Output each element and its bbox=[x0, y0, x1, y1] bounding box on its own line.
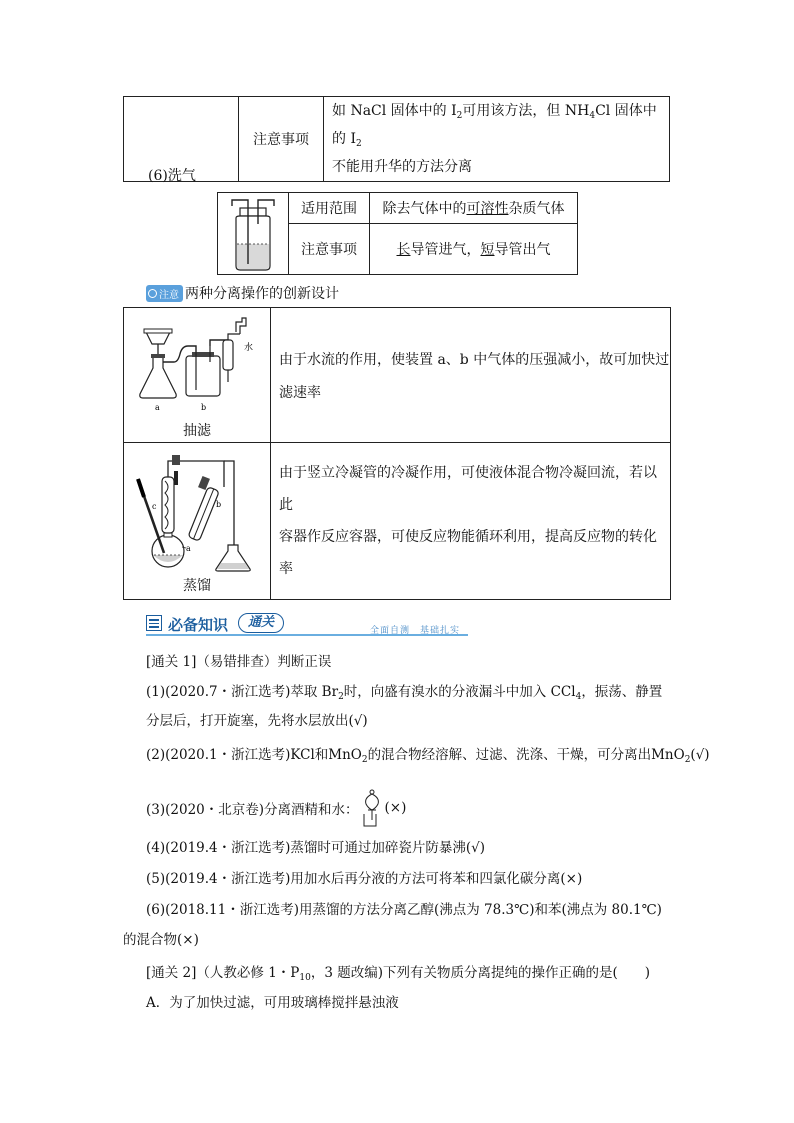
banner-badge: 通关 bbox=[238, 613, 284, 633]
gas-wash-bottle-cell bbox=[218, 193, 289, 275]
note-badge: 注意 bbox=[146, 285, 183, 302]
top-table-note-line2: 不能用升华的方法分离 bbox=[332, 159, 472, 175]
suction-filter-caption: 抽滤 bbox=[183, 423, 211, 439]
label-flask-a: a bbox=[186, 544, 191, 553]
suction-filter-apparatus-icon bbox=[124, 310, 270, 420]
pass1-item-3: (3)(2020・北京卷)分离酒精和水： (×) bbox=[146, 788, 406, 828]
pass2-option-a: A．为了加快过滤，可用玻璃棒搅拌悬浊液 bbox=[146, 995, 399, 1011]
pass1-item-6-line1: (6)(2018.11・浙江选考)用蒸馏的方法分离乙醇(沸点为 78.3℃)和苯(沸点为 80.1℃) bbox=[146, 902, 662, 918]
pass2-heading: [通关 2]（人教必修 1・$P_{10}$，3 题改编)下列有关物质分离提纯的操作正确的是( ) bbox=[146, 965, 651, 983]
clock-icon bbox=[148, 289, 157, 298]
gas-wash-table bbox=[217, 192, 578, 275]
pass1-item-4: (4)(2019.4・浙江选考)蒸馏时可通过加碎瓷片防暴沸(√) bbox=[146, 840, 486, 856]
banner-subtitle: 全面自测 基础扎实 bbox=[370, 626, 461, 636]
gas-wash-row1-value: 除去气体中的可溶性杂质气体 bbox=[370, 193, 578, 224]
label-b: b bbox=[201, 403, 207, 412]
suction-filter-desc-line2: 滤速率 bbox=[279, 385, 321, 401]
note-heading bbox=[146, 283, 339, 303]
pass1-item-1-line1: (1)(2020.7・浙江选考)萃取 $Br_2$时，向盛有溴水的分液漏斗中加入 CCl$_4$，振荡、静置 bbox=[146, 684, 663, 702]
innovation-table bbox=[123, 307, 671, 600]
top-table-label bbox=[239, 97, 324, 182]
gas-wash-bottle-icon bbox=[218, 194, 288, 274]
gas-wash-row2-value: 长导管进气，短导管出气 bbox=[370, 224, 578, 275]
checklist-icon bbox=[146, 615, 162, 631]
suction-filter-cell bbox=[124, 308, 271, 443]
reflux-distill-desc-line1: 由于竖立冷凝管的冷凝作用，可使液体混合物冷凝回流，若以此 bbox=[279, 465, 657, 513]
separatory-funnel-icon bbox=[361, 788, 383, 828]
reflux-distill-desc-line2: 容器作反应容器，可使反应物能循环利用，提高反应物的转化率 bbox=[279, 529, 657, 577]
pass1-heading: [通关 1]（易错排查）判断正误 bbox=[146, 654, 332, 670]
label-b-condenser: b bbox=[216, 500, 222, 509]
reflux-distill-caption: 蒸馏 bbox=[183, 578, 211, 594]
label-water: 水 bbox=[244, 343, 254, 353]
reflux-distill-apparatus-icon bbox=[124, 447, 270, 575]
pass1-item-5: (5)(2019.4・浙江选考)用加水后再分液的方法可将苯和四氯化碳分离(×) bbox=[146, 871, 583, 887]
top-table-label-text: 注意事项 bbox=[253, 132, 309, 148]
top-table-note-line1: 如 NaCl 固体中的 $I_2$可用该方法，但 $NH_4Cl$ 固体中的 $I_2$ bbox=[332, 103, 657, 149]
section-6-heading: (6)洗气 bbox=[148, 168, 196, 184]
top-table bbox=[123, 96, 670, 182]
pass1-item-2: (2)(2020.1・浙江选考)KCl和MnO$_2$的混合物经溶解、过滤、洗涤、干燥，可分离出MnO$_2$(√) bbox=[146, 747, 710, 765]
label-c: c bbox=[152, 502, 157, 511]
suction-filter-desc bbox=[271, 308, 671, 443]
reflux-distill-desc bbox=[271, 443, 671, 600]
gas-wash-row2-label: 注意事项 bbox=[289, 224, 370, 275]
pass1-item-1-line2: 分层后，打开旋塞，先将水层放出(√) bbox=[146, 713, 368, 729]
top-table-note bbox=[324, 97, 670, 182]
knowledge-banner bbox=[146, 612, 468, 636]
pass1-item-6-line2: 的混合物(×) bbox=[123, 932, 199, 948]
banner-title: 必备知识 bbox=[168, 616, 229, 634]
gas-wash-row1-label: 适用范围 bbox=[289, 193, 370, 224]
label-a: a bbox=[155, 403, 160, 412]
suction-filter-desc-line1: 由于水流的作用，使装置 a、b 中气体的压强减小，故可加快过 bbox=[279, 352, 670, 368]
reflux-distill-cell bbox=[124, 443, 271, 600]
note-title: 两种分离操作的创新设计 bbox=[185, 286, 339, 302]
